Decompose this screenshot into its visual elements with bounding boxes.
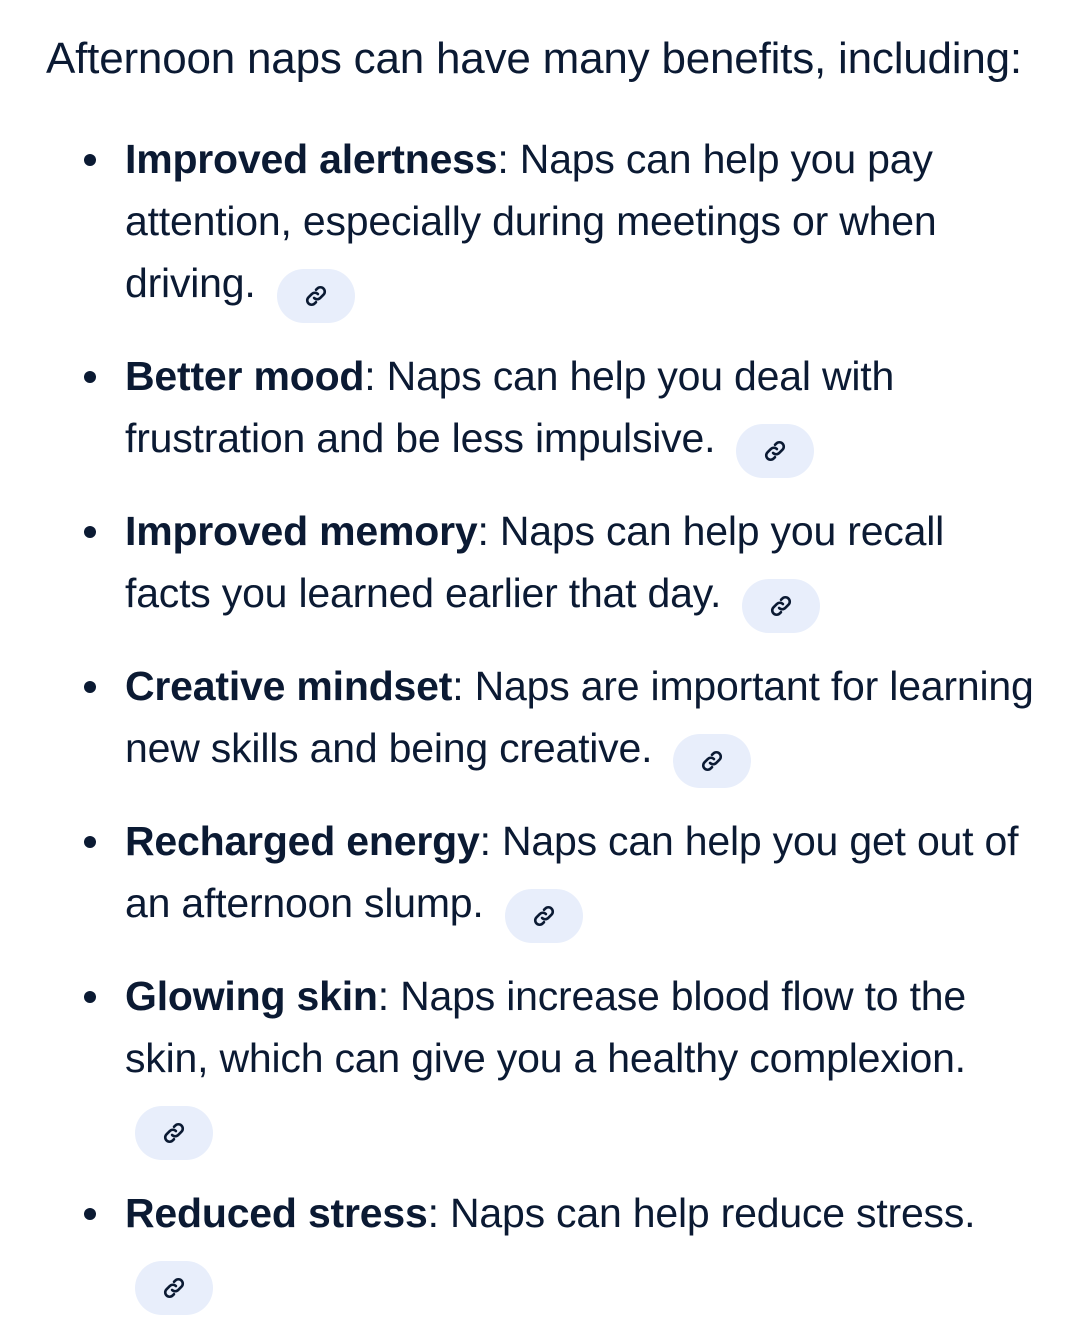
source-link-button[interactable] xyxy=(736,424,814,478)
bullet xyxy=(84,371,96,383)
list-item xyxy=(46,810,1040,943)
benefit-term: Recharged energy xyxy=(125,818,480,864)
link-icon xyxy=(161,1120,187,1146)
benefits-list xyxy=(46,128,1040,1315)
benefit-text: Naps can help you pay attention, especially during meetings or when driving. xyxy=(125,136,937,306)
bullet xyxy=(84,1208,96,1220)
source-link-button[interactable] xyxy=(135,1261,213,1315)
bullet xyxy=(84,526,96,538)
benefit-separator: : xyxy=(427,1190,450,1236)
link-icon xyxy=(699,748,725,774)
list-item xyxy=(46,128,1040,323)
link-icon xyxy=(762,438,788,464)
benefit-term: Improved memory xyxy=(125,508,478,554)
link-icon xyxy=(768,593,794,619)
source-link-button[interactable] xyxy=(277,269,355,323)
source-link-button[interactable] xyxy=(505,889,583,943)
link-icon xyxy=(161,1275,187,1301)
benefit-separator: : xyxy=(479,818,502,864)
list-item xyxy=(46,345,1040,478)
list-item xyxy=(46,655,1040,788)
benefit-text: Naps increase blood flow to the skin, which can give you a healthy complexion. xyxy=(125,973,966,1081)
list-item xyxy=(46,1182,1040,1315)
benefit-separator: : xyxy=(477,508,500,554)
list-item xyxy=(46,965,1040,1160)
benefit-term: Reduced stress xyxy=(125,1190,428,1236)
benefit-text: Naps can help you deal with frustration and be less impulsive. xyxy=(125,353,895,461)
benefit-separator: : xyxy=(452,663,475,709)
source-link-button[interactable] xyxy=(135,1106,213,1160)
link-icon xyxy=(531,903,557,929)
benefit-text: Naps are important for learning new skills and being creative. xyxy=(125,663,1034,771)
bullet xyxy=(84,154,96,166)
benefit-separator: : xyxy=(497,136,520,182)
link-icon xyxy=(303,283,329,309)
benefit-term: Creative mindset xyxy=(125,663,453,709)
benefit-text: Naps can help you recall facts you learned earlier that day. xyxy=(125,508,945,616)
benefit-separator: : xyxy=(364,353,387,399)
benefit-text: Naps can help reduce stress. xyxy=(449,1190,976,1236)
bullet xyxy=(84,991,96,1003)
source-link-button[interactable] xyxy=(673,734,751,788)
benefit-term: Improved alertness xyxy=(125,136,498,182)
benefit-separator: : xyxy=(377,973,401,1019)
bullet xyxy=(84,681,96,693)
bullet xyxy=(84,836,96,848)
list-item xyxy=(46,500,1040,633)
benefit-text: Naps can help you get out of an afternoon slump. xyxy=(125,818,1019,926)
intro-text: Afternoon naps can have many benefits, including: xyxy=(46,34,1022,83)
benefit-term: Glowing skin xyxy=(125,973,378,1019)
benefit-term: Better mood xyxy=(125,353,365,399)
source-link-button[interactable] xyxy=(742,579,820,633)
